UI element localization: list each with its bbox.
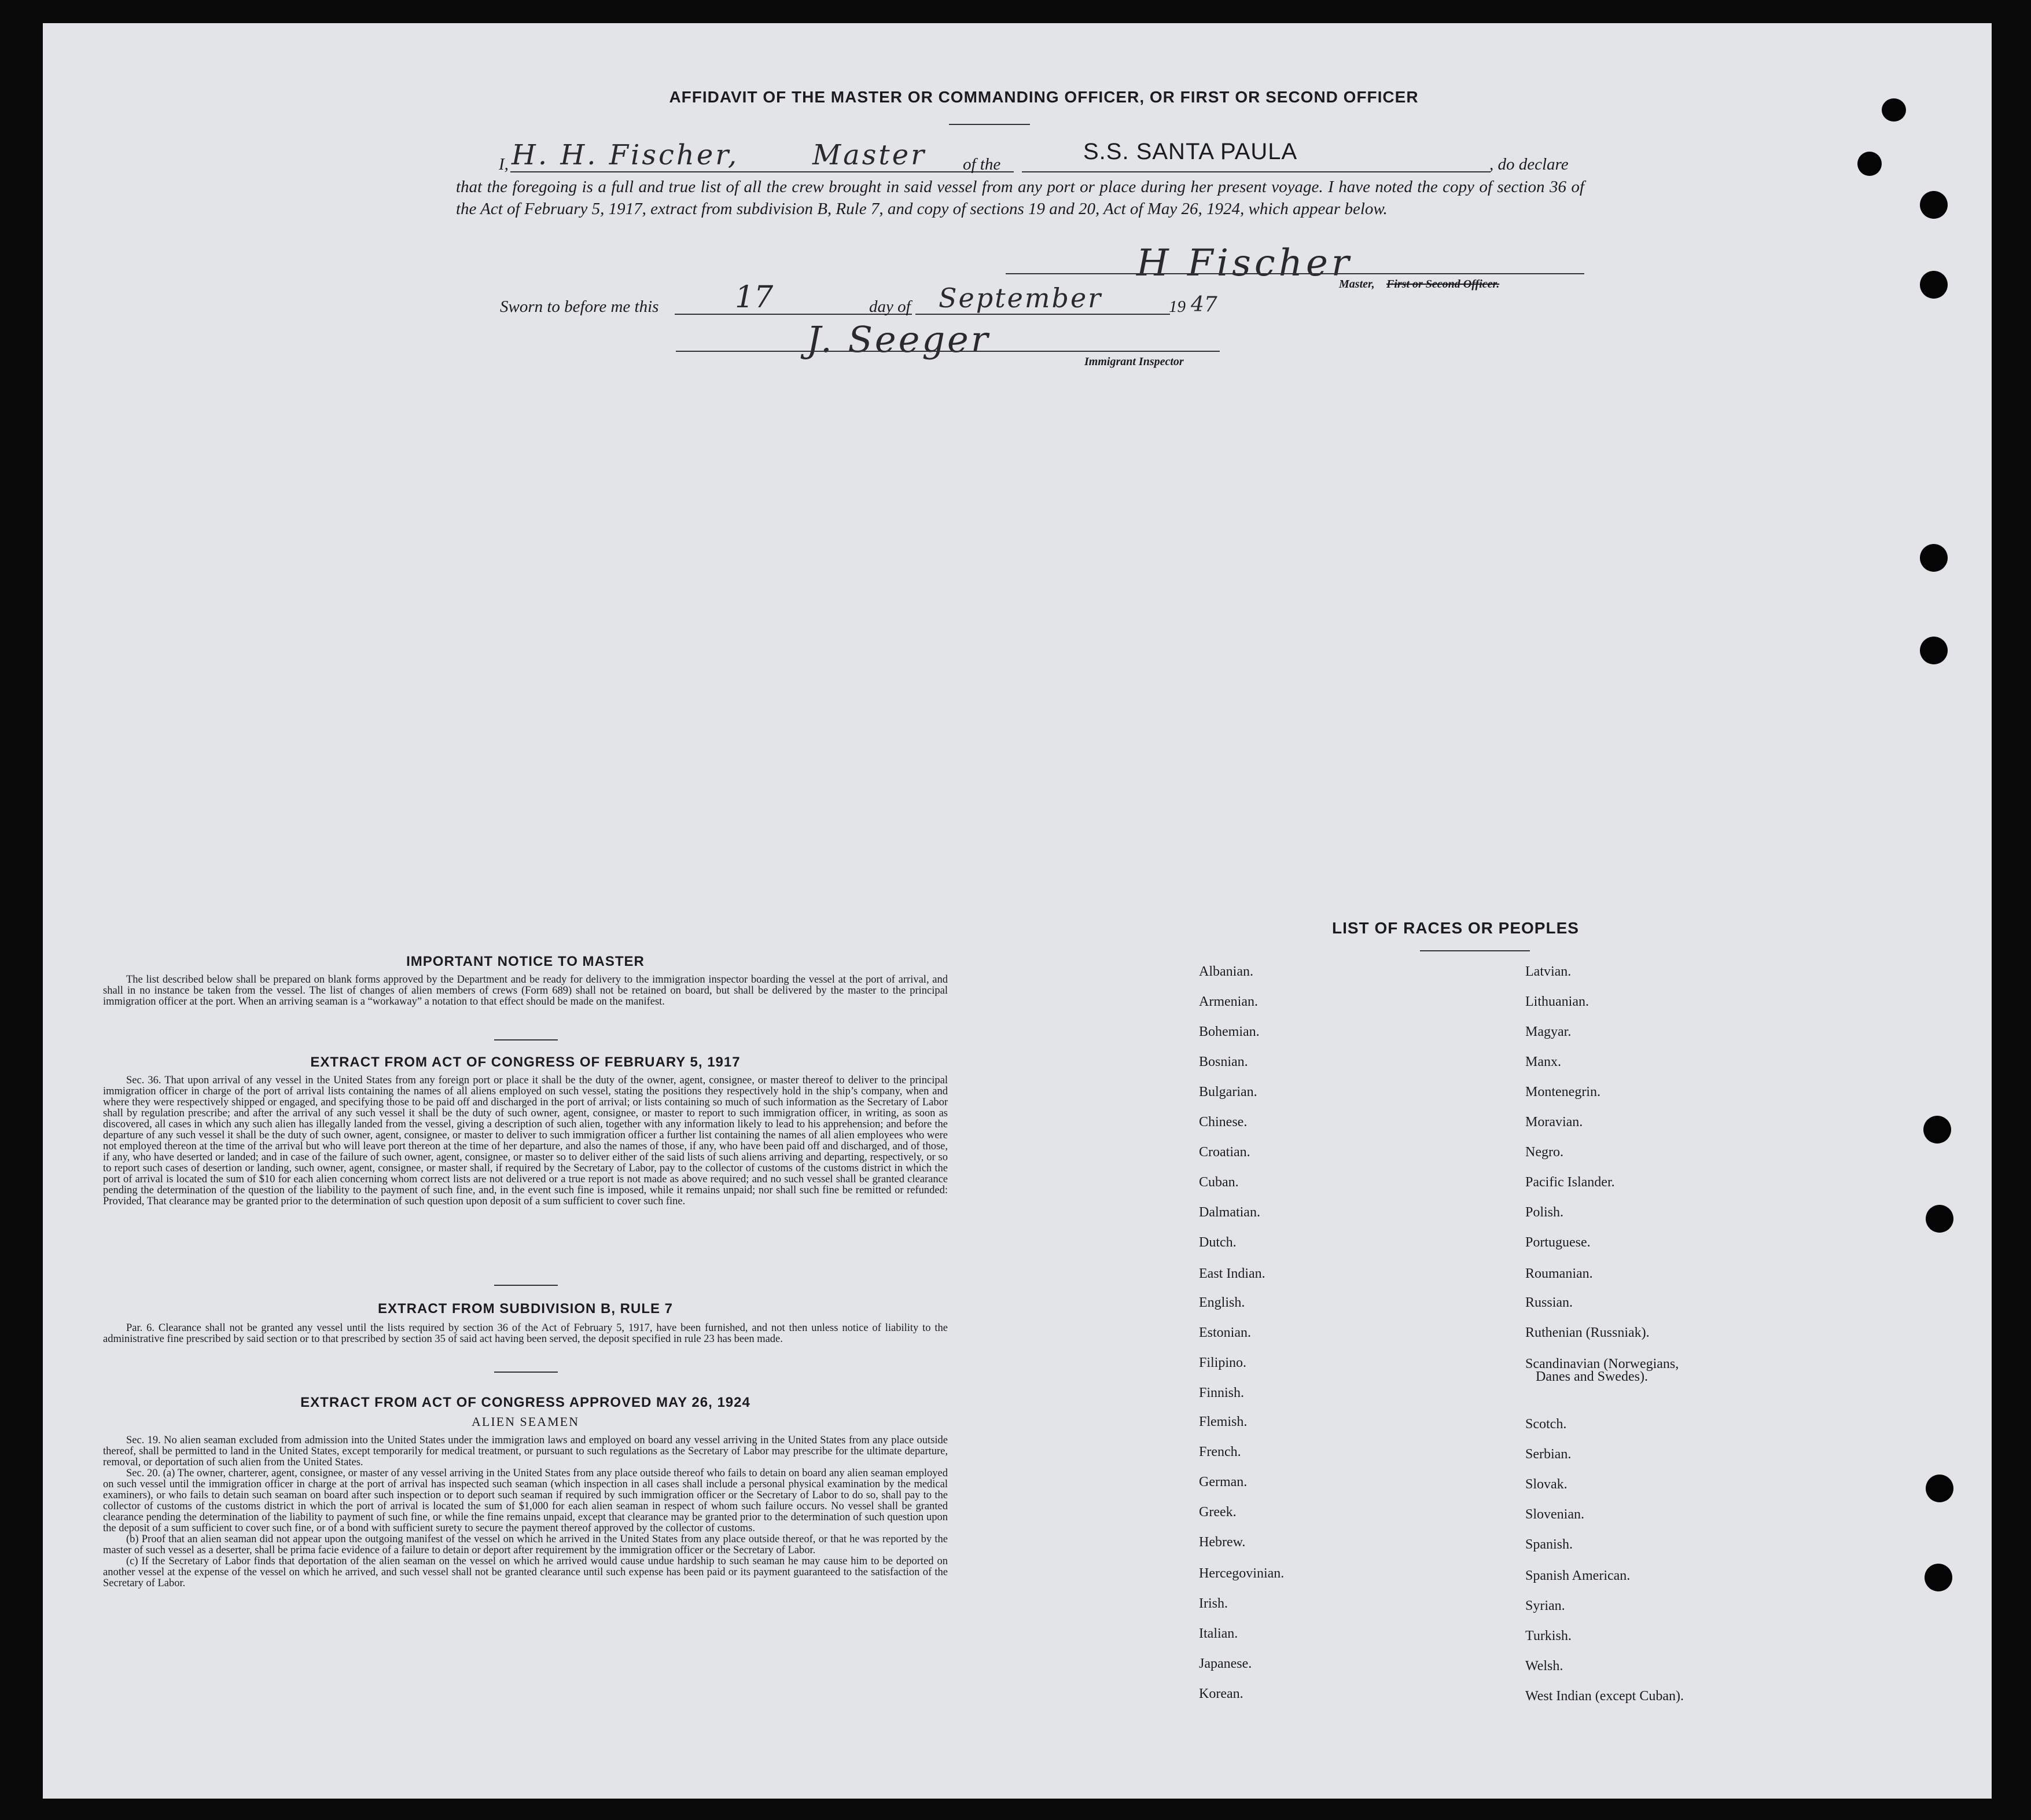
sworn-month: September	[939, 282, 1103, 314]
race-item: Magyar.	[1525, 1024, 1572, 1039]
race-item: Estonian.	[1199, 1325, 1251, 1340]
punch-hole	[1920, 271, 1948, 299]
affidavit-title: AFFIDAVIT OF THE MASTER OR COMMANDING OFFICER, OR FIRST OR SECOND OFFICER	[669, 88, 1419, 106]
extract-1917-text	[103, 1075, 948, 1207]
notice-text	[103, 975, 948, 1008]
extract-1924-paragraph: (c) If the Secretary of Labor finds that deportation of the alien seaman on the vessel on which he arrived would cause undue hardship to such seaman he may cause him to be deported on another vessel at the expense of the vessel on which he arrived, and such vessel shall not be granted clearance until such expense has been paid or its payment guaranteed to the satisfaction of the Secretary of Labor.	[103, 1556, 948, 1589]
punch-hole	[1925, 1564, 1952, 1591]
race-item: Moravian.	[1525, 1115, 1583, 1130]
race-item: Manx.	[1525, 1054, 1561, 1069]
affidavit-i-label: I,	[499, 155, 509, 174]
divider	[494, 1372, 558, 1373]
race-item: Danes and Swedes).	[1536, 1369, 1648, 1384]
alien-seamen-subtitle: ALIEN SEAMEN	[472, 1414, 579, 1429]
master-name: H. H. Fischer,	[512, 139, 739, 171]
race-item: Latvian.	[1525, 964, 1572, 979]
race-item: Montenegrin.	[1525, 1084, 1600, 1100]
vessel-name: S.S. SANTA PAULA	[1083, 139, 1298, 164]
race-item: Scandinavian (Norwegians,	[1525, 1356, 1679, 1372]
punch-hole	[1926, 1475, 1953, 1502]
race-item: Finnish.	[1199, 1385, 1245, 1400]
race-item: Ruthenian (Russniak).	[1525, 1325, 1650, 1340]
race-item: Serbian.	[1525, 1447, 1572, 1462]
notice-title: IMPORTANT NOTICE TO MASTER	[406, 954, 645, 969]
race-item: Pacific Islander.	[1525, 1175, 1615, 1190]
race-item: Spanish.	[1525, 1537, 1573, 1552]
subdivision-b-title: EXTRACT FROM SUBDIVISION B, RULE 7	[377, 1301, 674, 1317]
race-item: Welsh.	[1525, 1659, 1563, 1674]
race-item: East Indian.	[1199, 1266, 1265, 1281]
race-item: Turkish.	[1525, 1628, 1572, 1643]
extract-1924-title: EXTRACT FROM ACT OF CONGRESS APPROVED MAY 26, 1924	[300, 1395, 750, 1410]
race-item: Slovak.	[1525, 1477, 1568, 1492]
vessel-line	[1022, 171, 1491, 172]
day-of-label: day of	[869, 297, 911, 316]
race-item: Dutch.	[1199, 1235, 1237, 1250]
punch-hole	[1882, 98, 1906, 122]
race-item: Negro.	[1525, 1145, 1563, 1160]
race-item: Spanish American.	[1525, 1568, 1631, 1583]
race-item: French.	[1199, 1444, 1241, 1459]
master-label: Master,	[1339, 278, 1375, 291]
inspector-label: Immigrant Inspector	[1084, 355, 1184, 368]
extract-1924-paragraph: Sec. 19. No alien seaman excluded from admission into the United States under the immigration laws and employed on board any vessel arriving in the United States from any place outside thereof, shall be permitted to land in the United States, except temporarily for medical treatment, or pursuant to such regulations as the Secretary of Labor may prescribe for the ultimate departure, removal, or deportation of such alien from the United States.	[103, 1435, 948, 1468]
inspector-signature: J. Seeger	[807, 318, 991, 361]
divider	[949, 124, 1030, 125]
punch-hole	[1923, 1116, 1951, 1144]
race-item: Dalmatian.	[1199, 1205, 1260, 1220]
master-signature: H Fischer	[1136, 242, 1353, 285]
extract-1924-text	[103, 1435, 948, 1589]
race-item: Irish.	[1199, 1596, 1228, 1611]
sworn-month-line	[915, 314, 1170, 315]
divider	[494, 1039, 558, 1040]
punch-hole	[1926, 1205, 1953, 1233]
sworn-day: 17	[735, 280, 774, 315]
race-item: Cuban.	[1199, 1175, 1239, 1190]
race-item: Polish.	[1525, 1205, 1564, 1220]
race-item: Bohemian.	[1199, 1024, 1260, 1039]
extract-1924-paragraph: (b) Proof that an alien seaman did not appear upon the outgoing manifest of the vessel on which he arrived in the United States from any place outside thereof, or that he was reported by the master of such vessel as a deserter, shall be prima facie evidence of a failure to detain or deport after requirement by the immigration officer or the Secretary of Labor.	[103, 1534, 948, 1556]
race-item: Bulgarian.	[1199, 1084, 1257, 1100]
race-item: Armenian.	[1199, 994, 1258, 1009]
punch-hole	[1920, 544, 1948, 572]
race-item: Greek.	[1199, 1505, 1237, 1520]
sworn-label: Sworn to before me this	[500, 297, 659, 316]
extract-1917-paragraph: Sec. 36. That upon arrival of any vessel in the United States from any foreign port or place it shall be the duty of the owner, agent, consignee, or master thereof to deliver to the principal immigration officer in charge of the port of arrival lists containing the names of all aliens employed on such vessel, stating the positions they respectively hold in the ship’s company, when and where they were respectively shipped or engaged, and specifying those to be paid off and discharged in the port of arrival; or lists containing so much of such information as the Secretary of Labor shall by regulation prescribe; and after the arrival of any such vessel it shall be the duty of such owner, agent, consignee, or master to report to such immigration officer, in writing, as soon as discovered, all cases in which any such alien has illegally landed from the vessel, giving a description of such alien, together with any information likely to lead to his apprehension; and before the departure of any such vessel it shall be the duty of such owner, agent, consignee, or master to deliver to such immigration officer a further list containing the names of all alien employees who were not employed thereon at the time of the arrival but who will leave port thereon at the time of her departure, and also the names of those, if any, who have been paid off and discharged, and of those, if any, who have deserted or landed; and in case of the failure of such owner, agent, consignee, or master so to deliver either of the said lists of such aliens arriving and departing, respectively, or so to report such cases of desertion or landing, such owner, agent, consignee, or master shall, if required by the Secretary of Labor, pay to the collector of customs of the customs district in which the port of arrival is located the sum of $10 for each alien concerning whom correct lists are not delivered or a true report is not made as above required; and no such vessel shall be granted clearance pending the determination of the question of the liability to the payment of such fine, and, in the event such fine is imposed, while it remains unpaid; nor shall such fine be remitted or refunded: Provided, That clearance may be granted prior to the determination of such question upon deposit of a sum sufficient to cover such fine.	[103, 1075, 948, 1207]
race-item: Syrian.	[1525, 1598, 1565, 1613]
extract-1924-paragraph: Sec. 20. (a) The owner, charterer, agent, consignee, or master of any vessel arriving in the United States from any place outside thereof who fails to detain on board any alien seaman employed on such vessel until the immigration officer in charge at the port of arrival has inspected such seaman (which inspection in all cases shall include a personal physical examination by the medical examiners), or who fails to detain such seaman on board after such inspection or to deport such seaman if required by such immigration officer or the Secretary of Labor to do so, shall pay to the collector of customs of the customs district in which the port of arrival is located the sum of $1,000 for each alien seaman in respect of whom such failure occurs. No vessel shall be granted clearance pending the determination of the liability to payment of such fine, or while the fine remains unpaid, except that clearance may be granted prior to the determination of such question upon the deposit of a sum sufficient to cover such fine, or of a bond with sufficient surety to secure the payment thereof approved by the collector of customs.	[103, 1468, 948, 1534]
race-item: Hebrew.	[1199, 1535, 1246, 1550]
extract-1917-title: EXTRACT FROM ACT OF CONGRESS OF FEBRUARY 5, 1917	[310, 1054, 741, 1070]
subdivision-b-text	[103, 1323, 948, 1345]
do-declare-label: , do declare	[1489, 155, 1569, 174]
of-the-label: of the	[963, 155, 1001, 174]
struck-officer-label: First or Second Officer.	[1386, 278, 1500, 291]
race-item: English.	[1199, 1295, 1245, 1310]
year-suffix: 47	[1191, 293, 1217, 317]
name-line	[510, 171, 1014, 172]
race-item: Slovenian.	[1525, 1507, 1584, 1522]
year-prefix: 19	[1169, 297, 1186, 316]
race-item: Russian.	[1525, 1295, 1573, 1310]
race-item: Filipino.	[1199, 1355, 1247, 1370]
race-item: Roumanian.	[1525, 1266, 1593, 1281]
race-item: Flemish.	[1199, 1414, 1248, 1429]
race-item: Bosnian.	[1199, 1054, 1248, 1069]
race-item: Portuguese.	[1525, 1235, 1591, 1250]
race-item: Korean.	[1199, 1686, 1243, 1701]
race-item: Scotch.	[1525, 1417, 1567, 1432]
race-item: Croatian.	[1199, 1145, 1250, 1160]
inspector-line	[676, 351, 1220, 352]
race-item: Japanese.	[1199, 1656, 1252, 1671]
punch-hole	[1920, 637, 1948, 664]
signature-line	[1006, 273, 1584, 274]
master-rank: Master	[812, 139, 927, 171]
race-item: Lithuanian.	[1525, 994, 1589, 1009]
race-item: West Indian (except Cuban).	[1525, 1689, 1684, 1704]
subdivision-b-paragraph: Par. 6. Clearance shall not be granted any vessel until the lists required by section 36 of the Act of February 5, 1917, have been furnished, and not then unless notice of liability to the administrative fine prescribed by said section or to that prescribed by section 35 of said act having been served, the deposit specified in rule 23 has been made.	[103, 1322, 948, 1345]
races-list-title: LIST OF RACES OR PEOPLES	[1332, 919, 1579, 937]
divider	[1420, 950, 1530, 951]
notice-paragraph: The list described below shall be prepared on blank forms approved by the Department and be ready for delivery to the immigration inspector boarding the vessel at the port of arrival, and shall in no instance be taken from the vessel. The list of changes of alien members of crews (Form 689) shall not be retained on board, but shall be delivered by the master to the principal immigration officer at the port. When an arriving seaman is a “workaway” a notation to that effect should be made on the manifest.	[103, 974, 948, 1008]
race-item: Chinese.	[1199, 1115, 1248, 1130]
race-item: Albanian.	[1199, 964, 1253, 979]
race-item: German.	[1199, 1475, 1248, 1490]
race-item: Italian.	[1199, 1626, 1238, 1641]
document-page	[43, 23, 1992, 1799]
punch-hole	[1857, 152, 1882, 176]
punch-hole	[1920, 191, 1948, 219]
race-item: Hercegovinian.	[1199, 1566, 1285, 1581]
affidavit-body: that the foregoing is a full and true list of all the crew brought in said vessel from any port or place during her present voyage. I have noted the copy of section 36 of the Act of February 5, 1917, extract from subdivision B, Rule 7, and copy of sections 19 and 20, Act of May 26, 1924, which appear below.	[456, 178, 1584, 218]
divider	[494, 1285, 558, 1286]
